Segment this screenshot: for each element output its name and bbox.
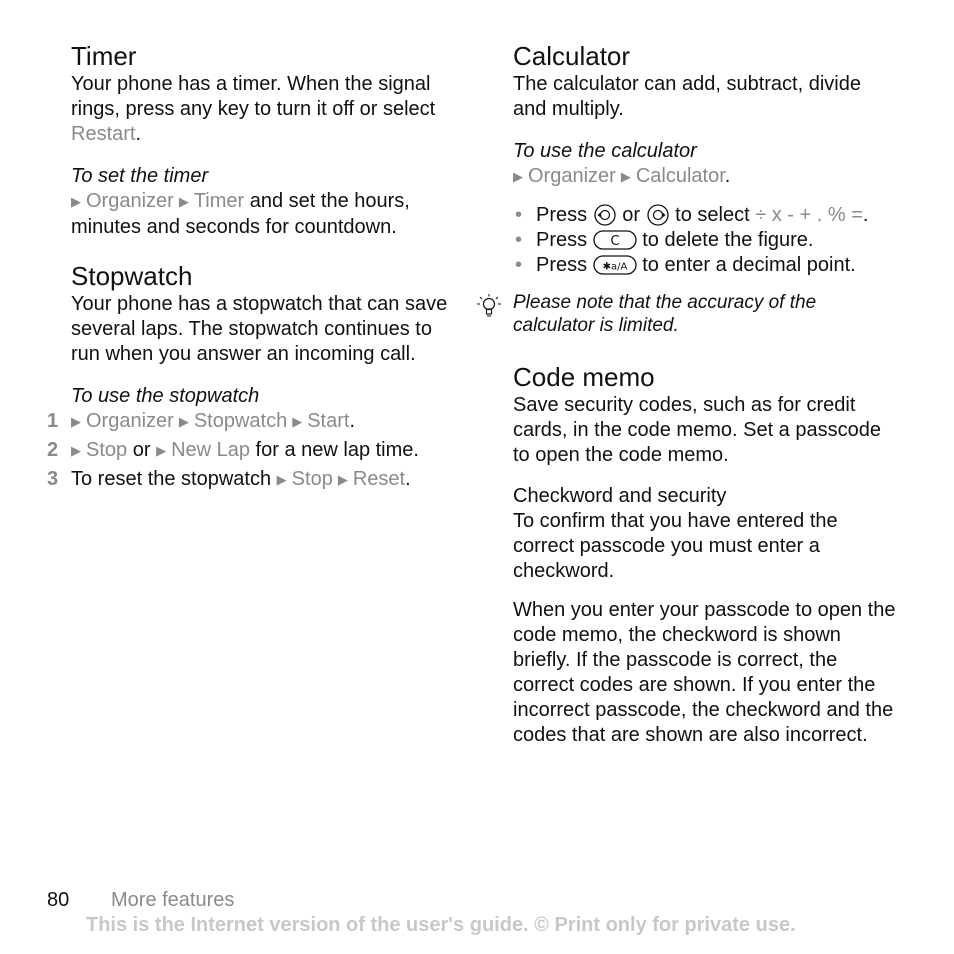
timer-intro: Your phone has a timer. When the signal rings, press any key to turn it off or select Restart. bbox=[71, 73, 436, 145]
navigation-key-right-icon bbox=[646, 204, 670, 226]
stopwatch-subheading: To use the stopwatch bbox=[71, 385, 260, 407]
stopwatch-heading: Stopwatch bbox=[71, 261, 193, 291]
checkword-paragraph-1: To confirm that you have entered the correct passcode you must enter a checkword. bbox=[513, 510, 838, 582]
arrow-icon: ▶ bbox=[276, 472, 287, 487]
copyright-notice: This is the Internet version of the user's guide. © Print only for private use. bbox=[86, 914, 796, 936]
arrow-icon: ▶ bbox=[156, 443, 167, 458]
checkword-paragraph-2: When you enter your passcode to open the code memo, the checkword is shown briefly. If the passcode is correct, the correct codes are shown. If you enter the incorrect passcode, the checkword and the codes that are shown are also incorrect. bbox=[513, 599, 896, 746]
bullet-icon: • bbox=[515, 204, 523, 226]
svg-text:C: C bbox=[610, 234, 620, 249]
clear-key-icon bbox=[593, 229, 637, 251]
arrow-icon: ▶ bbox=[292, 414, 303, 429]
arrow-icon: ▶ bbox=[513, 169, 523, 184]
calculator-heading: Calculator bbox=[513, 41, 631, 71]
step-item: 2 ▶ Stop or ▶ New Lap for a new lap time. bbox=[47, 439, 419, 461]
list-item: • Press ✱a/A to enter a decimal point. bbox=[515, 254, 856, 276]
code-memo-intro: Save security codes, such as for credit cards, in the code memo. Set a passcode to open the code memo. bbox=[513, 394, 881, 466]
step-item: 1 ▶ Organizer ▶ Stopwatch ▶ Start. bbox=[47, 410, 356, 432]
tip-lightbulb-icon bbox=[476, 293, 502, 321]
calculator-intro: The calculator can add, subtract, divide and multiply. bbox=[513, 73, 861, 120]
star-key-icon bbox=[593, 254, 637, 276]
bullet-icon: • bbox=[515, 229, 523, 251]
arrow-icon: ▶ bbox=[71, 443, 81, 458]
checkword-subheading: Checkword and security bbox=[513, 485, 727, 507]
list-item: • Press C to delete the figure. bbox=[515, 229, 814, 251]
arrow-icon: ▶ bbox=[71, 194, 81, 209]
left-column bbox=[47, 40, 456, 493]
timer-subheading: To set the timer bbox=[71, 165, 209, 187]
restart-option: Restart bbox=[71, 123, 136, 145]
calculator-bullets bbox=[513, 203, 898, 278]
svg-text:✱a/A: ✱a/A bbox=[602, 261, 628, 273]
calculator-path: ▶ Organizer ▶ Calculator. bbox=[513, 165, 731, 187]
arrow-icon: ▶ bbox=[337, 472, 348, 487]
navigation-key-left-icon bbox=[593, 204, 617, 226]
step-item: 3 To reset the stopwatch ▶ Stop ▶ Reset. bbox=[47, 468, 411, 490]
stopwatch-intro: Your phone has a stopwatch that can save several laps. The stopwatch continues to run when you answer an incoming call. bbox=[71, 293, 448, 365]
section-name: More features bbox=[111, 889, 235, 911]
timer-heading: Timer bbox=[71, 41, 137, 71]
arrow-icon: ▶ bbox=[620, 169, 631, 184]
arrow-icon: ▶ bbox=[71, 414, 81, 429]
arrow-icon: ▶ bbox=[178, 194, 189, 209]
bullet-icon: • bbox=[515, 254, 523, 276]
list-item: • Press or to select ÷ x - + . % =. bbox=[515, 204, 869, 226]
calculator-note: Please note that the accuracy of the calculator is limited. bbox=[513, 291, 898, 337]
code-memo-heading: Code memo bbox=[513, 362, 655, 392]
stopwatch-steps bbox=[47, 409, 456, 493]
calculator-subheading: To use the calculator bbox=[513, 140, 697, 162]
page-number: 80 bbox=[47, 889, 70, 911]
timer-instructions: ▶ Organizer ▶ Timer and set the hours, minutes and seconds for countdown. bbox=[71, 190, 410, 238]
arrow-icon: ▶ bbox=[178, 414, 189, 429]
right-column bbox=[513, 40, 898, 748]
